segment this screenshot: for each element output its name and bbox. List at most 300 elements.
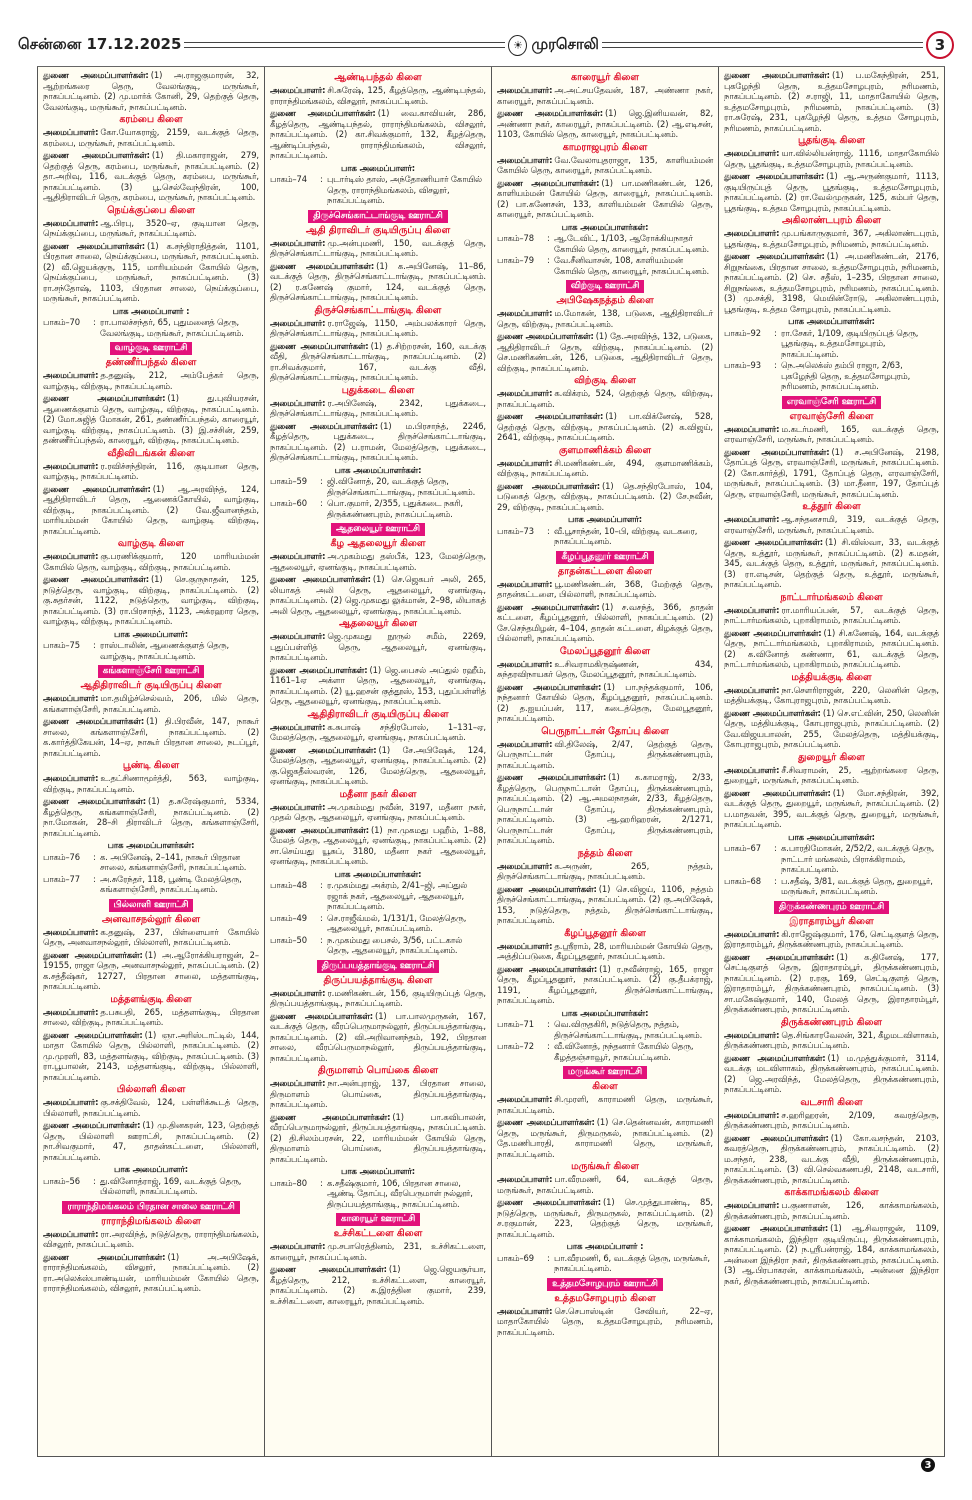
entry-text: மு.சபாரெத்தினம், 231, உச்சிகட்டளை, காரையூர், நாகப்பட்டினம். [270,1241,486,1262]
booth-entry [497,526,713,547]
entry-label: அமைப்பாளர்: [724,1029,780,1040]
entry-text: அ.முகம்மது நவீன், 3197, மதீனா நகர், முதல் தெரு, ஆதலையூர், ஏனங்குடி, நாகப்பட்டினம். [270,801,486,822]
branch-heading: காக்காமங்கலம் கிளை [784,1187,879,1198]
organizer-entry [497,579,713,600]
entry-label: அமைப்பாளர்: [43,460,99,471]
entry-label: துணை அமைப்பாளர்கள்: [497,108,603,118]
branch-heading: நெய்க்குப்பை கிளை [107,204,195,216]
deputy-organizers-entry [724,1053,939,1095]
entry-text: ரா.அரவிந்த், நடுத்தெரு, ராராந்திமங்கலம், விசலூர், நாகப்பட்டினம். [43,1228,259,1249]
booth-entry [43,1176,259,1197]
branch-heading: புதுக்கடை கிளை [341,384,415,396]
deputy-organizers-entry [43,1030,259,1083]
panchayat-label: திருச்செங்காட்டாங்குடி ஊராட்சி [308,210,447,223]
organizer-entry [724,1030,939,1051]
entry-label: துணை அமைப்பாளர்கள்: [724,627,822,638]
panchayat-label: கங்களாஞ்சேரி ஊராட்சி [98,665,205,678]
entry-label: துணை அமைப்பாளர்கள்: [724,251,825,261]
booth-text: து.வினோத்ராஜ், 169, வடக்குத் தெரு, பில்லாளி, நாகப்பட்டினம். [100,1175,242,1196]
booth-separator: : [547,1252,550,1263]
booth-section-heading: பாக அமைப்பாளர்: [568,514,642,524]
deputy-organizers-entry [43,950,259,992]
entry-label: அமைப்பாளர்: [497,658,553,669]
entry-text: (1) ஞா.அரிஸ்டாட்டில், 144, மாதா கோயில் தெரு, பில்லாளி, நாகப்பட்டினம். (2) மு.முரளி, 83, மத்தளங்குடி, விற்குடி, நாகப்பட்டினம். (3) ரா.பூபாலன், 2143, மத்தளங்குடி, விற்குடி, பில்லாளி, நாகப்பட்டினம். [43,1029,259,1082]
booth-separator: : [93,873,96,884]
booth-entry [497,1253,713,1274]
organizer-entry [497,739,713,771]
panchayat-label: வாழ்குடி ஊராட்சி [110,342,193,355]
deputy-organizers-entry [724,952,939,1015]
entry-text: நா.அன்புராஜ், 137, பிரதான சாலை, திருமாளம் பொய்கை, திருப்பயத்தாங்குடி, நாகப்பட்டினம். [270,1078,486,1109]
booth-number: பாகம்–77 [43,873,80,884]
booth-entry [497,233,713,254]
organizer-entry [43,693,259,714]
entry-text: (1) தே.அரவிந்த், 132, படுகை, ஆதிதிராவிடர் தெரு, விற்குடி, நாகப்பட்டினம். (2) செ.மணிகண்டன், 126, படுகை, ஆதிதிராவிடர் தெரு, விற்குடி, நாகப்பட்டினம். [497,331,713,373]
entry-text: (1) மு.தினகரன், 123, தெற்குத் தெரு, பில்லாளி ஊராட்சி, நாகப்பட்டினம். (2) நா.சிவகுமார், 47, தாதன்கட்டளை, பில்லாளி, நாகப்பட்டினம். [43,1120,259,1162]
entry-label: துணை அமைப்பாளர்கள்: [270,260,375,271]
booth-entry [270,913,486,934]
booth-number: பாகம்–73 [497,525,534,536]
deputy-organizers-entry [270,108,486,161]
entry-text: (1) து.புவியரசன், ஆணைக்குளம் தெரு, வாழ்குடி, விற்குடி, நாகப்பட்டினம். (2) மோ.சுஜித் மோகன், 261, தண்ணீர்ப்பந்தல், காரையூர், வாழ்குடி விற்குடி, நாகப்பட்டினம். (3) இ.சச்சின், 259, தண்ணீர்ப்பந்தல், காரையூர், விற்குடி, நாகப்பட்டினம். [43,393,259,445]
entry-label: அமைப்பாளர்: [724,514,780,524]
branch-heading: நாட்டார்மங்கலம் கிளை [780,591,883,603]
booth-separator: : [320,912,323,923]
entry-label: துணை அமைப்பாளர்கள்: [497,1197,601,1207]
branch-heading: காரையூர் கிளை [571,72,639,83]
organizer-entry [270,318,486,339]
booth-text: ரா.பாலச்சந்தர், 65, புதுமனைத் தெரு, வேலங்குடி, மருங்கூர், நாகப்பட்டினம். [100,317,244,338]
branch-heading: எரவாஞ்சேரி கிளை [789,410,874,422]
organizer-entry [43,218,259,239]
booth-number: பாகம்–72 [497,1041,534,1051]
entry-text: (1) ஜெ.ஜெயசூர்யா, கீழத்தெரு, 212, உச்சிகட்டளை, காரையூர், நாகப்பட்டினம். (2) க.இரத்தின குமார், 239, உச்சிகட்டளை, காரையூர், நாகப்பட்டினம். [270,1264,486,1306]
entry-text: க.தனுஷ், 237, பிள்ளையார் கோயில் தெரு, அனவாசநல்லூர், பில்லாளி, நாகப்பட்டினம். [43,926,259,947]
entry-label: துணை அமைப்பாளர்கள்: [270,1010,374,1021]
panchayat-heading [270,210,486,223]
deputy-organizers-entry [497,602,713,644]
deputy-organizers-entry [724,1223,939,1286]
entry-label: துணை அமைப்பாளர்கள்: [724,707,821,718]
booth-section-heading: பாக அமைப்பாளர்கள்: [788,316,875,326]
column-3 [491,67,718,1457]
branch-heading: பூதங்குடி கிளை [797,135,865,146]
entry-label: அமைப்பாளர்: [497,1174,553,1184]
branch-heading: தண்ணீர்பந்தல் கிளை [105,357,197,368]
entry-label: துணை அமைப்பாளர்கள்: [724,1223,829,1233]
entry-label: அமைப்பாளர்: [270,721,326,732]
deputy-organizers-entry [270,421,486,463]
entry-label: துணை அமைப்பாளர்கள்: [270,340,369,351]
deputy-organizers-entry [724,251,939,314]
booth-text: ராஸ்டாலின், ஆணைக்குளத் தெரு, வாழ்குடி, நாகப்பட்டினம். [100,640,230,661]
deputy-organizers-entry [497,1117,713,1159]
entry-label: அமைப்பாளர்: [43,1006,99,1017]
entry-label: அமைப்பாளர்: [43,926,99,937]
entry-text: ர.அபினேஷ், 2342, புதுக்கடை, திருச்செங்காட்டாங்குடி, நாகப்பட்டினம். [270,397,486,418]
entry-text: சி.முரளி, காராமணி தெரு, மருங்கூர், நாகப்பட்டினம். [497,1094,713,1115]
branch-heading: வடசாரி கிளை [800,1096,863,1108]
column-2 [264,67,491,1457]
entry-label: துணை அமைப்பாளர்கள்: [270,420,378,431]
entry-label: துணை அமைப்பாளர்கள்: [43,1120,141,1130]
branch-heading: அகிலாண்டபுரம் கிளை [782,215,881,226]
entry-text: (1) ஆ.சிவராஜன், 1109, காக்காமங்கலம், இந்திரா குடியிருப்பு, திருக்கண்ணபுரம், நாகப்பட்டினம். (2) ந.ஸ்ரீபன்ராஜ், 184, காக்காமங்கலம், அன்னை இந்திரா நகர், திருக்கண்ணபுரம், நாகப்பட்டினம். (3) ஆ.பிரபாகரன், காக்காமங்கலம், அன்னை இந்திரா நகர், திருக்கண்ணபுரம், நாகப்பட்டினம். [724,1223,939,1286]
entry-label: துணை அமைப்பாளர்கள்: [497,883,597,894]
entry-text: (1) ம.பிரசாந்த், 2246, கீழத்தெரு, புதுக்கடை, திருச்செங்காட்டாங்குடி, நாகப்பட்டினம். (2) ப.ராமன், மேலத்தெரு, புதுக்கடை, திருச்செங்காட்டாங்குடி, நாகப்பட்டினம். [270,420,486,462]
entry-label: துணை அமைப்பாளர்கள்: [43,1251,166,1262]
entry-label: துணை அமைப்பாளர்கள்: [270,1111,391,1122]
entry-label: துணை அமைப்பாளர்கள்: [497,411,604,421]
entry-text: (1) க.அபினேஷ், 11–86, வடக்குத் தெரு, திருச்செங்காட்டாங்குடி, நாகப்பட்டினம். (2) ர.கணேஷ் குமார், 124, வடக்குத் தெரு, திருச்செங்காட்டாங்குடி, நாகப்பட்டினம். [270,260,486,302]
entry-text: (1) சி.விஸ்வா, 33, வடக்குத் தெரு, உத்தூர், மருங்கூர், நாகப்பட்டினம். (2) க.மதன், 345, வடக்குத் தெரு, உத்தூர், மருங்கூர், நாகப்பட்டினம். (3) ரா.எடிசன், தெற்குத் தெரு, உத்தூர், மருங்கூர், நாகப்பட்டினம். [724,537,939,589]
organizer-entry [724,228,939,249]
organizer-entry [43,927,259,948]
branch-heading: மத்தியக்குடி கிளை [791,671,872,683]
branch-heading: திருப்பயத்தாங்குடி கிளை [323,974,433,986]
entry-label: அமைப்பாளர்: [270,631,326,641]
booth-section-heading: பாக அமைப்பாளர்: [341,162,415,173]
entry-label: துணை அமைப்பாளர்கள்: [724,787,831,798]
booth-number: பாகம்–79 [497,255,534,265]
deputy-organizers-entry [43,796,259,838]
organizer-entry [270,988,486,1009]
entry-label: அமைப்பாளர்: [724,228,780,238]
booth-number: பாகம்–74 [270,174,307,184]
page-number-badge: 3 [926,31,954,59]
booth-text: வே.சீனிவாசன், 108, காளியம்மன் கோயில் தெரு, காரையூர், நாகப்பட்டினம். [554,255,710,276]
entry-text: (1) சி.கணேஷ், 164, வடக்குத் தெரு, நாட்டார்மங்கலம், புறாகிராமம், நாகப்பட்டினம். (2) க.வினோத் கண்ணா, 61, வடக்குத் தெரு, நாட்டார்மங்கலம், புறாகிராமம், நாகப்பட்டினம். [724,627,939,669]
entry-text: (1) செ.ஜெகபர் அலி, 265, லியாகத் அலி தெரு, ஆதலையூர், ஏனங்குடி, நாகப்பட்டினம். (2) ஜெ.முகமது லுக்மான், 2–98, லியாகத் அலி தெரு, ஆதலையூர், ஏனங்குடி, நாகப்பட்டினம். [270,574,486,616]
branch-heading: விற்குடி கிளை [574,375,636,386]
organizer-entry [270,551,486,572]
branch-heading: ஆதிதிராவிடர் குடியிருப்பு கிளை [307,708,449,720]
entry-text: ஆ.பிரபு, 3520–ஏ, குடியான தெரு, நெய்க்குப்பை, மருங்கூர், நாகப்பட்டினம். [43,217,259,238]
organizer-entry [724,765,939,786]
organizer-entry [497,1306,713,1338]
deputy-organizers-entry [497,884,713,926]
entry-text: நா.சௌரிராஜன், 220, லெனின் தெரு, மத்தியக்குடி, கோபுராஜபுரம், நாகப்பட்டினம். [724,684,939,705]
entry-text: பூ.மணிகண்டன், 368, மேற்குத் தெரு, தாதன்கட்டளை, பில்லாளி, நாகப்பட்டினம். [497,578,713,599]
branch-heading: மத்தளங்குடி கிளை [110,993,192,1005]
booth-text: புடார்டிஸ் தாஸ், அந்தோணியார் கோயில் தெரு, ராராந்திமங்கலம், விசலூர், நாகப்பட்டினம். [327,174,482,205]
booth-separator: : [547,1041,550,1051]
organizer-entry [43,1097,259,1118]
booth-number: பாகம்–80 [270,1177,307,1188]
paper-logo [508,35,599,56]
branch-heading: திருமாளம் பொய்கை கிளை [318,1065,438,1076]
booth-separator: : [774,360,777,370]
organizer-entry [724,929,939,950]
entry-label: அமைப்பாளர்: [497,738,553,749]
column-4 [718,67,945,1457]
deputy-organizers-entry [724,537,939,590]
booth-entry [43,852,259,873]
branch-heading: ஆதிதிராவிடர் குடியிருப்பு கிளை [80,680,222,691]
booth-entry [270,1178,486,1210]
booth-separator: : [93,1175,96,1186]
panchayat-heading [43,899,259,912]
booth-number: பாகம்–59 [270,476,307,486]
entry-text: (1) செ.எட்வின், 250, லெனின் தெரு, மத்தியக்குடி, கோபுராஜபுரம், நாகப்பட்டினம். (2) வே.விஜயபாலன், 255, மேலத்தெரு, மத்தியக்குடி, கோபுராஜபுரம், நாகப்பட்டினம். [724,707,939,749]
organizer-entry [43,370,259,391]
booth-section-heading: பாக அமைப்பாளர்: [114,1164,188,1174]
panchayat-heading [270,960,486,973]
booth-section-heading: பாக அமைப்பாளர்: [114,628,188,639]
panchayat-label: திருப்பயத்தாங்குடி ஊராட்சி [317,960,440,973]
entry-label: அமைப்பாளர்: [497,457,553,468]
organizer-entry [497,861,713,882]
branch-heading: அனவாசநல்லூர் கிளை [101,913,201,925]
entry-text: (1) தி.மகாராஜன், 279, தெற்குத் தெரு, கரம்பை, மருங்கூர், நாகப்பட்டினம். (2) தா.அறிவு, 116, வடக்குத் தெரு, கரம்பை, மருங்கூர், நாகப்பட்டினம். (3) பூ.செல்வேந்திரன், 100, ஆதிதிராவிடர் தெரு, கரம்பை, மருங்கூர், நாகப்பட்டினம். [43,150,259,202]
entry-label: துணை அமைப்பாளர்கள்: [43,574,150,584]
entry-text: ஆ.சந்தனசாமி, 319, வடக்குத் தெரு, எரவாஞ்சேரி, மருங்கூர், நாகப்பட்டினம். [724,514,939,535]
entry-label: அமைப்பாளர்: [724,764,780,775]
entry-text: த.தனுஷ், 212, அம்பேத்கர் தெரு, வாழ்குடி, விற்குடி, நாகப்பட்டினம். [43,370,259,391]
entry-text: (1) செ.குருநாதன், 125, நடுத்தெரு, வாழ்குடி, விற்குடி, நாகப்பட்டினம். (2) கு.சுதர்சன், 1122, நடுத்தெரு, வாழ்குடி, விற்குடி, நாகப்பட்டினம். (3) ரா.பிரசாந்த், 1123, அக்ரஹார தெரு, வாழ்குடி, விற்குடி, நாகப்பட்டினம். [43,574,259,626]
entry-text: (1) க.தினேஷ், 177, செட்டிகுளத் தெரு, இராதாரம்பூர், திருக்கண்ணபுரம், நாகப்பட்டினம். (2) ர.ரகு, 169, செட்டிகுளத் தெரு, இராதாரம்பூர், திருக்கண்ணபுரம், நாகப்பட்டினம். (3) சா.மகேஷ்குமார், 140, மேலத் தெரு, இராதாரம்பூர், திருக்கண்ணபுரம், நாகப்பட்டினம். [724,951,939,1014]
deputy-organizers-entry [43,150,259,203]
entry-text: (1) தெ.சந்திரபோஸ், 104, படுகைத் தெரு, விற்குடி, நாகப்பட்டினம். (2) சே.நவீன், 29, விற்குடி, நாகப்பட்டினம். [497,480,713,512]
entry-label: துணை அமைப்பாளர்கள்: [497,177,600,188]
organizer-entry [497,1094,713,1115]
entry-label: துணை அமைப்பாளர்கள்: [43,393,166,403]
entry-text: மா.தமிழ்ச்செல்வம், 206, மில் தெரு, கங்களாஞ்சேரி, நாகப்பட்டினம். [43,693,259,714]
entry-text: (1) ப.மகேந்திரன், 251, புகழேந்தி தெரு, உத்தமசோழபுரம், நரிமணம், நாகப்பட்டினம். (2) ச.ராஜி, 11, மாதாகோயில் தெரு, உத்தமசோழபுரம், நரிமணம், நாகப்பட்டினம். (3) ரா.சுரேஷ், 231, புகழேந்தி தெரு, உத்தம சோழபுரம், நரிமணம், நாகப்பட்டினம். [724,70,939,133]
entry-label: அமைப்பாளர்: [270,397,326,408]
entry-text: (1) பா.மணிகண்டன், 126, காளியம்மன் கோயில் தெரு, காரையூர், நாகப்பட்டினம். (2) பா.கணேசன், 133, காளியம்மன் கோயில் தெரு, காரையூர், நாகப்பட்டினம். [497,177,713,219]
panchayat-heading [43,665,259,678]
branch-heading: திருக்கண்ணபுரம் கிளை [781,1016,882,1028]
deputy-organizers-entry [43,241,259,304]
organizer-entry [724,685,939,706]
branch-heading: கரம்பை கிளை [119,114,183,125]
entry-text: ச.ஹரிஹரன், 2/109, கவரத்தெரு, திருக்கண்ணபுரம், நாகப்பட்டினம். [724,1109,939,1130]
booth-section-heading: பாக அமைப்பாளர்கள்: [561,1007,649,1018]
booth-separator: : [320,174,323,184]
booth-number: பாகம்–78 [497,233,534,243]
booth-separator: : [547,233,550,243]
deputy-organizers-entry [270,825,486,867]
entry-label: துணை அமைப்பாளர்கள்: [43,70,149,80]
entry-label: துணை அமைப்பாளர்கள்: [270,574,371,584]
booth-text: அ.சுரேந்தர், 118, பூண்டி மேலத்தெரு, கங்களாஞ்சேரி, நாகப்பட்டினம். [100,873,242,894]
branch-heading: மேலப்பூதனூர் கிளை [559,645,651,657]
panchayat-heading [724,396,939,409]
entry-text: ஜெ.முகமது நூருல் சமீம், 2269, புதுப்பள்ளித் தெரு, ஆதலையூர், ஏனங்குடி, நாகப்பட்டினம். [270,631,486,662]
paper-name: முரசொலி [531,35,599,53]
entry-label: துணை அமைப்பாளர்கள்: [43,483,151,494]
organizer-entry [724,1200,939,1221]
entry-text: மு.அன்புமணி, 150, வடக்குத் தெரு, திருச்செங்காட்டாங்குடி, நாகப்பட்டினம். [270,237,486,258]
branch-heading: தாதன்கட்டளை கிளை [558,565,652,577]
entry-text: (1) பா.கவிபாலன், வீரப்பெருமாநல்லூர், திருப்பயத்தாங்குடி, நாகப்பட்டினம். (2) தி.சிலம்பரசன், 22, மாரியம்மன் கோயில் தெரு, திருமாளம் பொய்கை, திருப்பயத்தாங்குடி, நாகப்பட்டினம். [270,1111,486,1164]
booth-text: க.சதீஷ்குமார், 106, பிரதான சாலை, ஆண்டி தோப்பு, வீரபெருமாள் நல்லூர், திருப்பயத்தாங்குடி, நாகப்பட்டினம். [327,1177,473,1209]
entry-label: அமைப்பாளர்: [497,578,553,589]
booth-text: க.பாரதிமோகன், 2/52/2, வடக்குத் தெரு, நாட்டார் மங்கலம், பிராக்கிராமம், நாகப்பட்டினம். [781,843,935,874]
branch-heading: துறையூர் கிளை [798,751,865,763]
deputy-organizers-entry [724,708,939,750]
panchayat-heading [724,901,939,914]
entry-text: (1) அ.ராஜகுமாரன், 32, ஆற்றங்கரை தெரு, வேலங்குடி, மருங்கூர், நாகப்பட்டினம். (2) மு.மார்க் கோனி, 29, தெற்குத் தெரு, வேலங்குடி, மருங்கூர், நாகப்பட்டினம். [43,70,259,112]
masthead [18,30,954,60]
booth-separator: : [320,498,323,508]
entry-text: (1) ஜெ.இனியவன், 82, அண்ணா நகர், காரையூர், நாகப்பட்டினம். (2) ஆ.எடிசன், 1103, கோயில் தெரு, காரையூர், நாகப்பட்டினம். [497,108,714,139]
entry-text: சி.சுரேஷ், 125, கீழத்தெரு, ஆண்டிபந்தல், ராராந்திமங்கலம், விசலூர், நாகப்பட்டினம். [270,85,486,106]
deputy-organizers-entry [270,1112,486,1165]
entry-text: பா.வீரமணி, 64, வடக்குத் தெரு, மருங்கூர், நாகப்பட்டினம். [497,1174,713,1195]
branch-heading: குளமாணிக்கம் கிளை [558,444,652,456]
entry-label: அமைப்பாளர்: [497,388,553,398]
entry-label: அமைப்பாளர்: [724,604,780,615]
entry-text: (1) த.சிற்றரசன், 160, வடக்கு வீதி, திருச்செங்காட்டாங்குடி, நாகப்பட்டினம். (2) ரா.சிவக்குமார், 167, வடக்கு வீதி, திருச்செங்காட்டாங்குடி, நாகப்பட்டினம். [270,340,486,382]
panchayat-heading [497,280,713,293]
panchayat-label: மருங்கூர் ஊராட்சி [563,1066,647,1079]
booth-section-heading: பாக அமைப்பாளர்: [341,1166,415,1176]
branch-heading: கீழ ஆதலையூர் கிளை [330,538,426,549]
booth-number: பாகம்–70 [43,317,80,327]
booth-text: ரா.சேகர், 1/109, குடியிருப்புத் தெரு, பூதங்குடி, உத்தமசோழபுரம், நாகப்பட்டினம். [781,327,919,359]
entry-text: வி.திலேஷ், 2/47, தெற்குத் தெரு, பெருநாட்டான் தோப்பு, திருக்கண்ணபுரம், நாகப்பட்டினம். [497,738,713,770]
deputy-organizers-entry [497,682,713,724]
booth-number: பாகம்–76 [43,851,80,862]
booth-number: பாகம்–68 [724,875,761,886]
entry-text: (1) அ.மணிகண்டன், 2176, சிறுநங்கை, பிரதான சாலை, உத்தமசோழபுரம், நரிமணம், நாகப்பட்டினம். (2) செ. சதீஸ், 1–235, பிரதான சாலை, சிறுநங்கை, உத்தமசோழபுரம், நரிமணம், நாகப்பட்டினம். (3) மு.சக்தி, 3198, மெயின்ரோடு, அகிலாண்டபுரம், பூதங்குடி, உத்தம சோழபுரம், நாகப்பட்டினம். [724,251,939,314]
entry-label: துணை அமைப்பாளர்கள்: [270,108,376,118]
booth-number: பாகம்–93 [724,360,761,370]
booth-number: பாகம்–71 [497,1019,534,1029]
deputy-organizers-entry [497,178,713,220]
entry-text: ரா.மாரியப்பன், 57, வடக்குத் தெரு, நாட்டார்மங்கலம், புறாகிராமம், நாகப்பட்டினம். [724,604,939,625]
entry-text: தெ.சிங்காரவேலன், 321, கீழமடவிளாகம், திருக்கண்ணபுரம், நாகப்பட்டினம். [724,1029,939,1050]
entry-label: துணை அமைப்பாளர்கள்: [270,664,368,675]
entry-label: துணை அமைப்பாளர்கள்: [270,744,377,755]
entry-label: துணை அமைப்பாளர்கள்: [43,1029,143,1040]
entry-text: (1) ச.அபினேஷ், 2198, தோப்புத் தெரு, எரவாஞ்சேரி, மருங்கூர், நாகப்பட்டினம். (2) கோ.கார்த்தி, 1791, தோப்புத் தெரு, எரவாஞ்சேரி, மருங்கூர், நாகப்பட்டினம். (3) மா.தீனா, 197, தோப்புத் தெரு, எரவாஞ்சேரி, மருங்கூர், நாகப்பட்டினம். [724,446,940,499]
entry-text: ர.மணிகண்டன், 156, குடியிருப்புத் தெரு, திருப்பயத்தாங்குடி, நாகப்பட்டினம். [270,987,486,1008]
entry-label: அமைப்பாளர்: [497,1305,553,1316]
deputy-organizers-entry [497,964,713,1006]
entry-label: அமைப்பாளர்: [497,308,553,318]
entry-text: த.பசுபதி, 265, மத்தளங்குடி, பிரதான சாலை, விற்குடி, நாகப்பட்டினம். [43,1006,259,1027]
organizer-entry [724,605,939,626]
panchayat-heading [43,1201,259,1214]
entry-label: அமைப்பாளர்: [724,684,780,695]
booth-separator: : [320,934,323,945]
entry-label: அமைப்பாளர்: [43,693,99,703]
entry-text: த.ஸ்ரீராம், 28, மாரியம்மன் கோயில் தெரு, அத்திப்படுகை, கீழப்பூதனூர், நாகப்பட்டினம். [497,940,713,961]
branch-heading: பெருநாட்டான் தோப்பு கிளை [541,725,669,737]
deputy-organizers-entry [497,331,713,373]
entry-label: துணை அமைப்பாளர்கள்: [43,796,147,806]
entry-label: அமைப்பாளர்: [270,1241,326,1251]
booth-text: வீ.வினோத், நந்தனார் கோயில் தெரு, கீழத்தஞ்சாவூர், நாகப்பட்டினம். [554,1041,694,1062]
organizer-entry [724,1110,939,1131]
entry-label: துணை அமைப்பாளர்கள்: [270,824,369,835]
booth-number: பாகம்–60 [270,498,307,508]
entry-label: துணை அமைப்பாளர்கள்: [43,150,150,160]
footer-page-number: 3 [921,1458,935,1472]
booth-separator: : [547,255,550,265]
entry-text: (1) பா.விக்னேஷ், 528, தெற்குத் தெரு, விற்குடி, நாகப்பட்டினம். (2) க.விஜய், 2641, விற்குடி, நாகப்பட்டினம். [497,411,713,442]
entry-text: கோ.யோகராஜ், 2159, வடக்குத் தெரு, கரம்பை, மருங்கூர், நாகப்பட்டினம். [43,127,259,148]
entry-label: அமைப்பாளர்: [270,987,326,998]
organizer-entry [270,85,486,106]
branch-heading: ஆதி திராவிடர் குடியிருப்பு கிளை [305,224,451,236]
entry-text: (1) செ.முத்துபாண்டி, 85, நடுத்தெரு, மருங்கூர், திருமருகல், நாகப்பட்டினம். (2) ச.ரகுமான், 223, தெற்குத் தெரு, மருங்கூர், நாகப்பட்டினம். [497,1197,713,1239]
booth-separator: : [774,327,777,338]
branch-heading: மருங்கூர் கிளை [571,1161,639,1172]
entry-label: அமைப்பாளர்: [270,85,326,95]
masthead-rule-left [184,42,505,48]
entry-label: அமைப்பாளர்: [43,127,99,137]
booth-text: க. அபினேஷ், 2–141, நாகூர் பிரதான சாலை, கங்களாஞ்சேரி, நாகப்பட்டினம். [100,851,247,872]
panchayat-label: உத்தமசோழபுரம் ஊராட்சி [547,1278,663,1291]
entry-text: (1) அ.அபிஷேக், ராராந்திமங்கலம், விசலூர், நாகப்பட்டினம். (2) ரா.அலெக்ஸ்பாண்டியன், மாரியம்மன் கோயில் தெரு, ராராந்திமங்கலம், விசலூர், நாகப்பட்டினம். [43,1251,259,1293]
entry-text: (1) கோ.வசந்தன், 2103, கவரத்தெரு, திருக்கண்ணபுரம், நாகப்பட்டினம். (2) ம.சந்தர், 238, வடக்கு வீதி, திருக்கண்ணபுரம், நாகப்பட்டினம். (3) வி.செல்வகணபதி, 2148, வடசாரி, திருக்கண்ணபுரம், நாகப்பட்டினம். [724,1132,939,1185]
organizer-entry [270,722,486,743]
organizer-entry [497,458,713,479]
booth-section-heading: பாக அமைப்பாளர் : [566,1241,644,1251]
article-columns [37,66,945,1457]
booth-entry [497,1041,713,1062]
booth-number: பாகம்–50 [270,934,307,945]
entry-label: அமைப்பாளர்: [724,1109,780,1120]
panchayat-label: திருக்கண்ணபுரம் ஊராட்சி [774,901,889,914]
booth-number: பாகம்–48 [270,880,307,890]
booth-entry [270,935,486,956]
deputy-organizers-entry [497,772,713,846]
booth-text: ஜி.வினோத், 20, வடக்குத் தெரு, திருச்செங்காட்டாங்குடி, நாகப்பட்டினம். [327,476,476,497]
entry-text: (1) வை.காவியன், 286, கீழத்தெரு, ஆண்டிபந்தல், ராராந்திமங்கலம், விசலூர், நாகப்பட்டினம். (2) கா.சிவக்குமார், 132, கீழத்தெரு, ஆண்டிப்பந்தல், ராராந்திமங்கலம், விசலூர், நாகப்பட்டினம். [270,108,486,160]
booth-text: பொ.குமார், 2/355, புதுக்கடை நகரி, திருக்கண்ணபுரம், நாகப்பட்டினம். [327,498,463,519]
entry-label: துணை அமைப்பாளர்கள்: [724,951,835,962]
branch-heading: திருச்செங்காட்டாங்குடி கிளை [314,304,442,316]
entry-label: துணை அமைப்பாளர்கள்: [724,537,823,547]
organizer-entry [43,773,259,794]
deputy-organizers-entry [497,481,713,513]
booth-entry [270,498,486,519]
organizer-entry [497,308,713,329]
branch-heading: உத்தூர் கிளை [802,501,861,512]
column-1 [37,67,264,1457]
deputy-organizers-entry [724,70,939,133]
deputy-organizers-entry [43,393,259,446]
entry-text: (1) சே.அபிஷேக், 124, மேலத்தெரு, ஆதலையூர், ஏனங்குடி, நாகப்பட்டினம். (2) கு.ஜெகதீஸ்வரன், 126, மேலத்தெரு, ஆதலையூர், ஏனங்குடி, நாகப்பட்டினம். [270,744,487,786]
booth-separator: : [320,476,323,486]
entry-text: க.சுபாஷ் சந்திரபோஸ், 1–131–ஏ, மேலத்தெரு, ஆதலையூர், ஏனங்குடி, நாகப்பட்டினம். [270,721,486,742]
entry-text: (1) ர.நவீன்ராஜ், 165, ராஜா தெரு, கீழப்பூதனூர், நாகப்பட்டினம். (2) கு.தீபக்ராஜ், 1191, கீழப்பூதனூர், திருச்செங்காட்டாங்குடி, நாகப்பட்டினம். [497,963,713,1005]
entry-text: கு.பரணிக்குமார், 120 மாரியம்மன் கோயில் தெரு, வாழ்குடி, விற்குடி, நாகப்பட்டினம். [43,551,259,572]
entry-text: (1) ச.வசந்த், 366, தாதன் கட்டளை, கீழப்பூதனூர், பில்லாளி, நாகப்பட்டினம். (2) சே.செந்தமிழன், 4–104, தாதன் கட்டளை, கிழக்குத் தெரு, பில்லாளி, நாகப்பட்டினம். [497,601,713,643]
booth-number: பாகம்–69 [497,1252,534,1263]
branch-heading: ஆண்டிபந்தல் கிளை [334,72,422,83]
booth-entry [43,874,259,895]
booth-entry [497,1019,713,1040]
booth-text: வெ.விருதகிரி, நடுத்தெரு, நத்தம், திருச்செங்காட்டாங்குடி, நாகப்பட்டினம். [554,1019,703,1040]
organizer-entry [497,388,713,409]
panchayat-label: ராராந்திமங்கலம் பிரதான சாலை ஊராட்சி [62,1201,239,1214]
entry-text: ம.மோகன், 138, படுகை, ஆதிதிராவிடர் தெரு, விற்குடி, நாகப்பட்டினம். [497,308,713,329]
branch-heading: நத்தம் கிளை [577,847,633,859]
deputy-organizers-entry [724,788,939,830]
entry-text: (1) ஜெ.பைசல் அப்துல் ரஹீம், 1161–1ஏ அக்ளா தெரு, ஆதலையூர், ஏனங்குடி, நாகப்பட்டினம். (2) யூ.ஹசன் குத்தூஸ், 153, புதுப்பள்ளித் தெரு, ஆதலையூர், ஏனங்குடி, நாகப்பட்டினம். [270,664,486,706]
booth-text: நெ.அலெக்ஸ் தம்பி ராஜா, 2/63, புகழேந்தி தெரு, உத்தமசோழபுரம், நரிமணம், நாகப்பட்டினம். [781,360,911,391]
booth-separator: : [547,525,550,536]
booth-separator: : [93,640,96,650]
deputy-organizers-entry [724,1133,939,1186]
entry-label: துணை அமைப்பாளர்கள்: [497,480,601,491]
